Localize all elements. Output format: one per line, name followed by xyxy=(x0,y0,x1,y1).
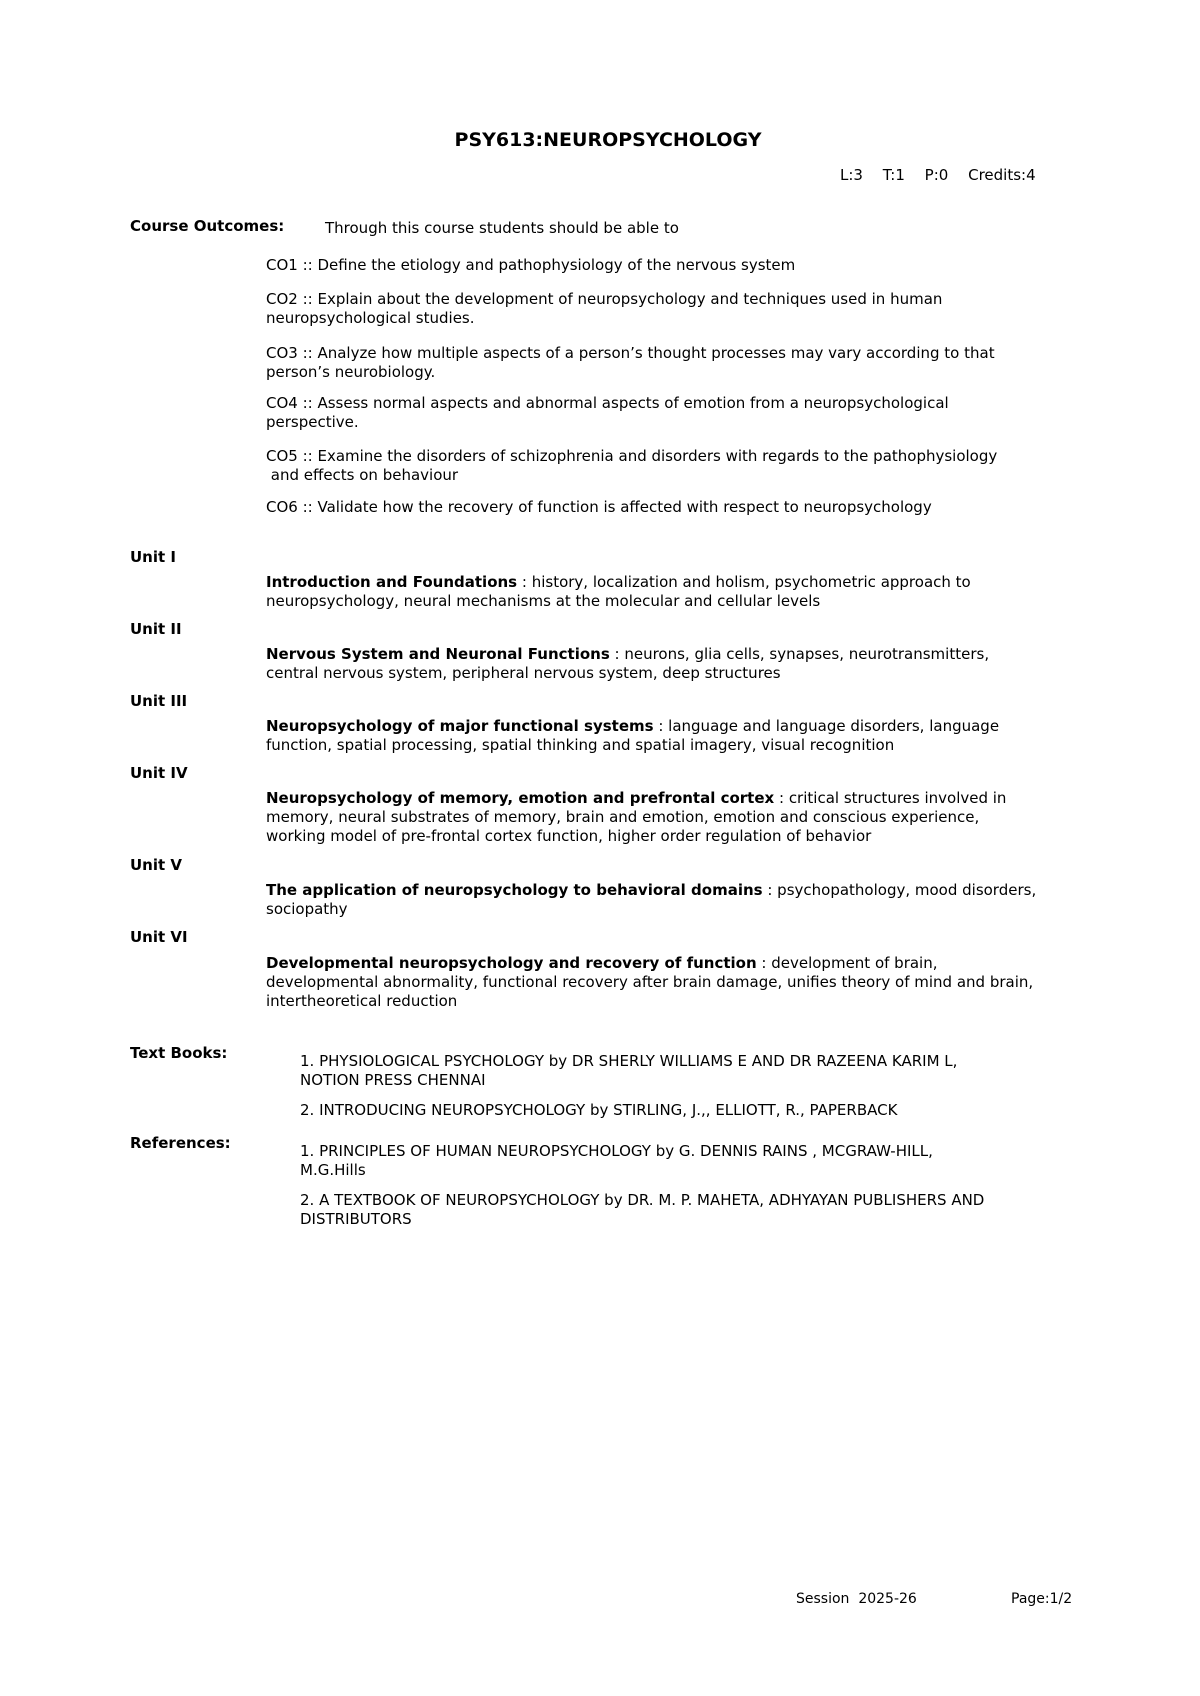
course-outcome-item: CO2 :: Explain about the development of neuropsychology and techniques used in human neuropsychological studies. xyxy=(266,290,943,327)
course-outcomes-label: Course Outcomes: xyxy=(130,217,285,235)
credits: Credits:4 xyxy=(968,166,1036,184)
page-number: Page:1/2 xyxy=(1011,1591,1073,1607)
unit-heading: Nervous System and Neuronal Functions xyxy=(266,645,610,663)
unit-label: Unit II xyxy=(130,620,182,638)
unit-heading: Neuropsychology of memory, emotion and prefrontal cortex xyxy=(266,789,775,807)
course-outcome-item: CO5 :: Examine the disorders of schizophrenia and disorders with regards to the pathophysiology and effects on behaviour xyxy=(266,447,998,484)
unit-content: The application of neuropsychology to behavioral domains : psychopathology, mood disorders, sociopathy xyxy=(266,881,1037,918)
practical-hours: P:0 xyxy=(924,166,949,184)
unit-heading: The application of neuropsychology to behavioral domains xyxy=(266,881,763,899)
course-outcome-item: CO4 :: Assess normal aspects and abnormal aspects of emotion from a neuropsychological perspective. xyxy=(266,394,949,431)
tutorial-hours: T:1 xyxy=(882,166,905,184)
unit-label: Unit VI xyxy=(130,928,188,946)
unit-content: Introduction and Foundations : history, localization and holism, psychometric approach to neuropsychology, neural mechanisms at the molecular and cellular levels xyxy=(266,573,971,610)
unit-label: Unit I xyxy=(130,548,176,566)
course-outcome-item: CO1 :: Define the etiology and pathophysiology of the nervous system xyxy=(266,256,796,274)
unit-content: Neuropsychology of memory, emotion and prefrontal cortex : critical structures involved in memory, neural substrates of memory, brain and emotion, emotion and conscious experience, working model of pre-frontal cortex function, higher order regulation of behavior xyxy=(266,789,1007,845)
course-title: PSY613:NEUROPSYCHOLOGY xyxy=(454,129,762,151)
unit-content: Developmental neuropsychology and recovery of function : development of brain, developmental abnormality, functional recovery after brain damage, unifies theory of mind and brain, intertheoretical reduction xyxy=(266,954,1034,1010)
course-outcome-item: CO3 :: Analyze how multiple aspects of a person’s thought processes may vary according to that person’s neurobiology. xyxy=(266,344,995,381)
text-book-item: 2. INTRODUCING NEUROPSYCHOLOGY by STIRLING, J.,, ELLIOTT, R., PAPERBACK xyxy=(300,1101,898,1119)
session-label: Session 2025-26 xyxy=(796,1591,917,1607)
unit-heading: Developmental neuropsychology and recovery of function xyxy=(266,954,757,972)
reference-item: 2. A TEXTBOOK OF NEUROPSYCHOLOGY by DR. M. P. MAHETA, ADHYAYAN PUBLISHERS AND DISTRIBUTORS xyxy=(300,1191,985,1228)
unit-content: Neuropsychology of major functional systems : language and language disorders, language function, spatial processing, spatial thinking and spatial imagery, visual recognition xyxy=(266,717,1000,754)
unit-heading: Introduction and Foundations xyxy=(266,573,518,591)
unit-label: Unit III xyxy=(130,692,188,710)
ltp-credits xyxy=(840,166,1051,185)
reference-item: 1. PRINCIPLES OF HUMAN NEUROPSYCHOLOGY by G. DENNIS RAINS , MCGRAW-HILL, M.G.Hills xyxy=(300,1142,933,1179)
course-outcomes-intro: Through this course students should be able to xyxy=(325,219,679,237)
text-book-item: 1. PHYSIOLOGICAL PSYCHOLOGY by DR SHERLY WILLIAMS E AND DR RAZEENA KARIM L, NOTION PRESS CHENNAI xyxy=(300,1052,958,1089)
unit-heading: Neuropsychology of major functional systems xyxy=(266,717,654,735)
references-label: References: xyxy=(130,1134,231,1152)
unit-label: Unit V xyxy=(130,856,183,874)
lecture-hours: L:3 xyxy=(840,166,863,184)
course-outcome-item: CO6 :: Validate how the recovery of function is affected with respect to neuropsychology xyxy=(266,498,932,516)
unit-content: Nervous System and Neuronal Functions : neurons, glia cells, synapses, neurotransmitters, central nervous system, peripheral nervous system, deep structures xyxy=(266,645,990,682)
text-books-label: Text Books: xyxy=(130,1044,228,1062)
unit-label: Unit IV xyxy=(130,764,188,782)
